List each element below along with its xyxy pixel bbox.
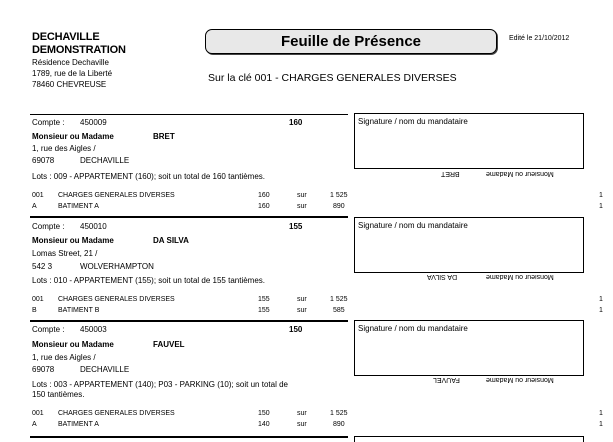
row-sur: sur xyxy=(297,307,307,314)
signature-label: Signature / nom du mandataire xyxy=(358,117,468,126)
compte-number: 450003 xyxy=(80,325,107,334)
civilite: Monsieur ou Madame xyxy=(32,340,114,349)
row-total: 585 xyxy=(333,307,345,314)
owner-address: Lomas Street, 21 / xyxy=(32,249,98,258)
right-mark: 1 xyxy=(599,421,603,428)
lots-text: Lots : 003 - APPARTEMENT (140); P03 - PARKING (10); soit un total de xyxy=(32,380,288,389)
owner-postcode: 69078 xyxy=(32,156,55,165)
signature-label: Signature / nom du mandataire xyxy=(358,324,468,333)
flipped-civilite: Monsieur ou Madame xyxy=(486,273,554,280)
flipped-name: BRET xyxy=(441,170,460,177)
page-subtitle: Sur la clé 001 - CHARGES GENERALES DIVERSES xyxy=(208,72,457,84)
row-total: 890 xyxy=(333,203,345,210)
signature-label: Signature / nom du mandataire xyxy=(358,221,468,230)
row-label: BATIMENT A xyxy=(58,203,99,210)
lots-text: Lots : 009 - APPARTEMENT (160); soit un total de 160 tantièmes. xyxy=(32,172,266,181)
signature-box[interactable] xyxy=(354,217,584,273)
flipped-name: DA SILVA xyxy=(427,273,458,280)
tantiemes: 150 xyxy=(289,325,303,334)
row-code: B xyxy=(32,307,37,314)
row-label: CHARGES GENERALES DIVERSES xyxy=(58,192,175,199)
row-code: A xyxy=(32,203,37,210)
page-title: Feuille de Présence xyxy=(280,33,422,50)
tantiemes: 155 xyxy=(289,222,303,231)
row-value: 160 xyxy=(258,192,270,199)
compte-number: 450009 xyxy=(80,118,107,127)
signature-box-partial xyxy=(354,436,584,442)
row-value: 155 xyxy=(258,307,270,314)
tantiemes: 160 xyxy=(289,118,303,127)
company-name-2: DEMONSTRATION xyxy=(32,44,126,56)
row-sur: sur xyxy=(297,296,307,303)
owner-city: DECHAVILLE xyxy=(80,156,130,165)
lots-text-cont: 150 tantièmes. xyxy=(32,390,85,399)
row-total: 890 xyxy=(333,421,345,428)
row-value: 150 xyxy=(258,410,270,417)
row-total: 1 525 xyxy=(330,296,348,303)
right-mark: 1 xyxy=(599,307,603,314)
owner-name: FAUVEL xyxy=(153,340,185,349)
row-label: BATIMENT A xyxy=(58,421,99,428)
row-code: A xyxy=(32,421,37,428)
compte-label: Compte : xyxy=(32,325,65,334)
company-city: 78460 CHEVREUSE xyxy=(32,80,107,89)
row-total: 1 525 xyxy=(330,192,348,199)
row-code: 001 xyxy=(32,296,44,303)
compte-label: Compte : xyxy=(32,222,65,231)
owner-name: DA SILVA xyxy=(153,236,189,245)
company-residence: Résidence Dechaville xyxy=(32,58,109,67)
compte-label: Compte : xyxy=(32,118,65,127)
right-mark: 1 xyxy=(599,203,603,210)
row-sur: sur xyxy=(297,410,307,417)
row-value: 160 xyxy=(258,203,270,210)
lots-text: Lots : 010 - APPARTEMENT (155); soit un total de 155 tantièmes. xyxy=(32,276,266,285)
separator xyxy=(30,320,348,322)
row-value: 140 xyxy=(258,421,270,428)
right-mark: 1 xyxy=(599,296,603,303)
signature-box[interactable] xyxy=(354,113,584,169)
row-sur: sur xyxy=(297,203,307,210)
civilite: Monsieur ou Madame xyxy=(32,132,114,141)
page-title-box xyxy=(205,29,497,54)
row-code: 001 xyxy=(32,192,44,199)
flipped-civilite: Monsieur ou Madame xyxy=(486,376,554,383)
separator xyxy=(30,216,348,218)
row-label: BATIMENT B xyxy=(58,307,100,314)
company-name-1: DECHAVILLE xyxy=(32,31,100,43)
right-mark: 1 xyxy=(599,410,603,417)
row-label: CHARGES GENERALES DIVERSES xyxy=(58,410,175,417)
owner-address: 1, rue des Aigles / xyxy=(32,353,96,362)
separator xyxy=(30,436,348,438)
flipped-name: FAUVEL xyxy=(433,376,460,383)
row-label: CHARGES GENERALES DIVERSES xyxy=(58,296,175,303)
company-address: 1789, rue de la Liberté xyxy=(32,69,113,78)
flipped-civilite: Monsieur ou Madame xyxy=(486,170,554,177)
owner-postcode: 69078 xyxy=(32,365,55,374)
owner-address: 1, rue des Aigles / xyxy=(32,144,96,153)
row-sur: sur xyxy=(297,421,307,428)
civilite: Monsieur ou Madame xyxy=(32,236,114,245)
row-sur: sur xyxy=(297,192,307,199)
signature-box[interactable] xyxy=(354,320,584,376)
owner-city: DECHAVILLE xyxy=(80,365,130,374)
row-total: 1 525 xyxy=(330,410,348,417)
owner-name: BRET xyxy=(153,132,175,141)
owner-postcode: 542 3 xyxy=(32,262,53,271)
separator xyxy=(30,114,348,115)
compte-number: 450010 xyxy=(80,222,107,231)
right-mark: 1 xyxy=(599,192,603,199)
row-code: 001 xyxy=(32,410,44,417)
owner-city: WOLVERHAMPTON xyxy=(80,262,154,271)
row-value: 155 xyxy=(258,296,270,303)
edited-date: Edité le 21/10/2012 xyxy=(509,35,570,42)
